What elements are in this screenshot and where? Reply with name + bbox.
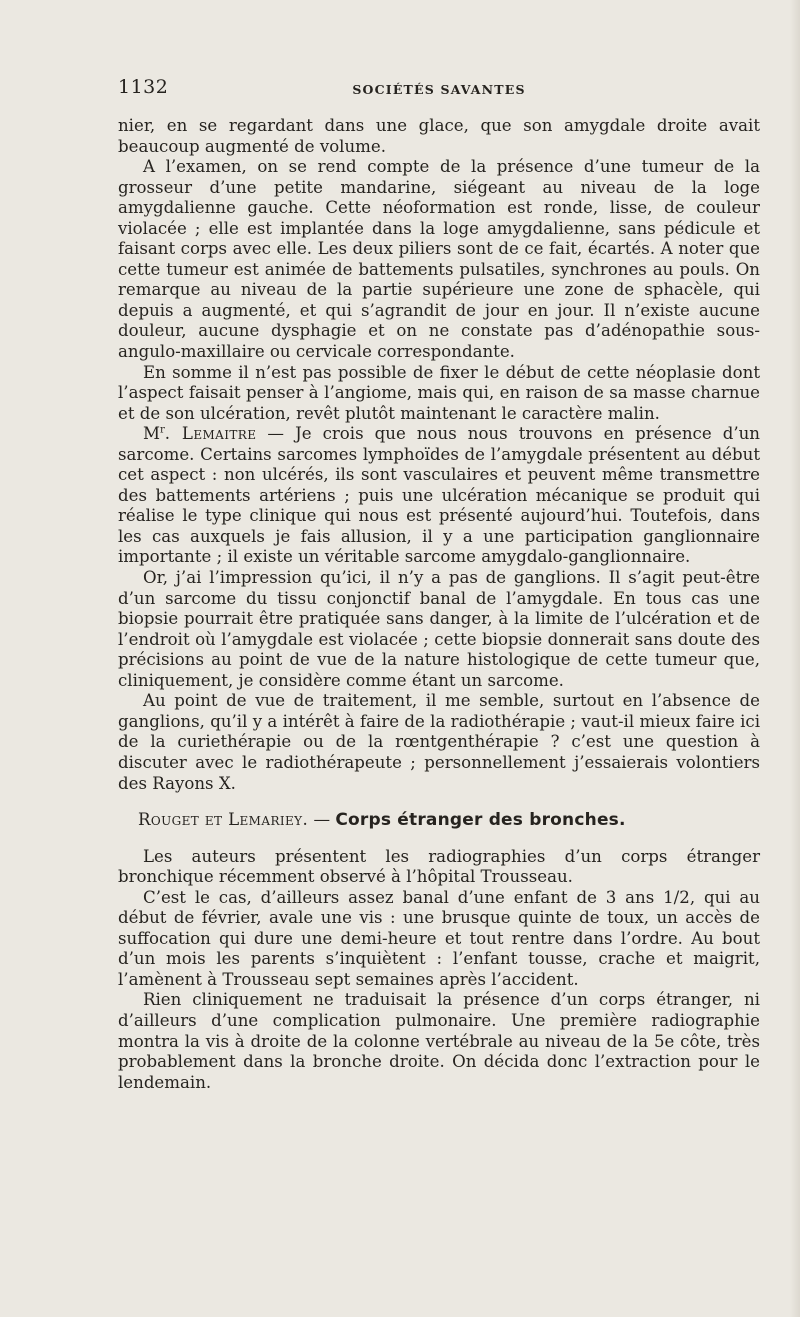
page-number: 1132 [118, 76, 169, 98]
paragraph-3: En somme il n’est pas possible de fixer le début de cette néoplasie dont l’aspect faisait penser à l’angiome, mais qui, en raison de sa masse charnue et de son ulcération, revêt plutôt maintenant le caractère malin. [118, 362, 760, 423]
paragraph-8: C’est le cas, d’ailleurs assez banal d’une enfant de 3 ans 1/2, qui au début de février, avale une vis : une brusque quinte de toux, un accès de suffocation qui dure une demi-heure et tout rentre dans l’ordre. Au bout d’un mois les parents s’inquiètent : l’enfant tousse, crache et maigrit, l’amènent à Trousseau sept semaines après l’accident. [118, 887, 760, 989]
section-heading [118, 810, 760, 831]
speaker-title-superscript: r [160, 424, 165, 436]
paragraph-9: Rien cliniquement ne traduisait la présence d’un corps étranger, ni d’ailleurs d’une complication pulmonaire. Une première radiographie montra la vis à droite de la colonne vertébrale au niveau de la 5e côte, très probablement dans la bronche droite. On décida donc l’extraction pour le lendemain. [118, 990, 760, 1092]
section-authors: Rouget et Lemariey. [138, 810, 309, 830]
paragraph-2: A l’examen, on se rend compte de la présence d’une tumeur de la grosseur d’une petite mandarine, siégeant au niveau de la loge amygdalienne gauche. Cette néoformation est ronde, lisse, de couleur violacée ; elle est implantée dans la loge amygdalienne, sans pédicule et faisant corps avec elle. Les deux piliers sont de ce fait, écartés. A noter que cette tumeur est animée de battements pulsatiles, synchrones au pouls. On remarque au niveau de la partie supérieure une zone de sphacèle, qui depuis a augmenté, et qui s’agrandit de jour en jour. Il n’existe aucune douleur, aucune dysphagie et on ne constate pas d’adénopathie sous-angulo-maxillaire ou cervicale correspondante. [118, 157, 760, 362]
running-head: SOCIÉTÉS SAVANTES [352, 82, 526, 97]
speaker-title: M [143, 424, 160, 444]
article-body [118, 116, 760, 1093]
lemaitre-paragraph [118, 424, 760, 568]
paragraph-7: Les auteurs présentent les radiographies d’un corps étranger bronchique récemment observé à l’hôpital Trousseau. [118, 846, 760, 887]
paragraph-5: Or, j’ai l’impression qu’ici, il n’y a pas de ganglions. Il s’agit peut-être d’un sarcome du tissu conjonctif banal de l’amygdale. En tous cas une biopsie pourrait être pratiquée sans danger, à la limite de l’ulcération et de l’endroit où l’amygdale est violacée ; cette biopsie donnerait sans doute des précisions au point de vue de la nature histologique de cette tumeur que, cliniquement, je considère comme étant un sarcome. [118, 568, 760, 690]
section-dash: — [308, 810, 336, 830]
section-title: Corps étranger des bronches. [335, 810, 626, 831]
speaker-text: — Je crois que nous nous trouvons en présence d’un sarcome. Certains sarcomes lymphoïdes de l’amygdale présentent au début cet aspect : non ulcérés, ils sont vasculaires et peuvent même transmettre des battements artériens ; puis une ulcération mécanique se produit qui réalise le type clinique qui nous est présenté aujourd’hui. Toutefois, dans les cas auxquels je fais allusion, il y a une participation ganglionnaire importante ; il existe un véritable sarcome amygdalo-ganglionnaire. [118, 424, 760, 567]
speaker-name: . Lemaitre [164, 424, 257, 444]
page-edge [790, 0, 800, 1317]
paragraph-1: nier, en se regardant dans une glace, que son amygdale droite avait beaucoup augmenté de volume. [118, 116, 760, 156]
page-header [118, 72, 760, 102]
paragraph-6: Au point de vue de traitement, il me semble, surtout en l’absence de ganglions, qu’il y a intérêt à faire de la radiothérapie ; vaut-il mieux faire ici de la curiethérapie ou de la rœntgenthérapie ? c’est une question à discuter avec le radiothérapeute ; personnellement j’essaierais volontiers des Rayons X. [118, 691, 760, 793]
